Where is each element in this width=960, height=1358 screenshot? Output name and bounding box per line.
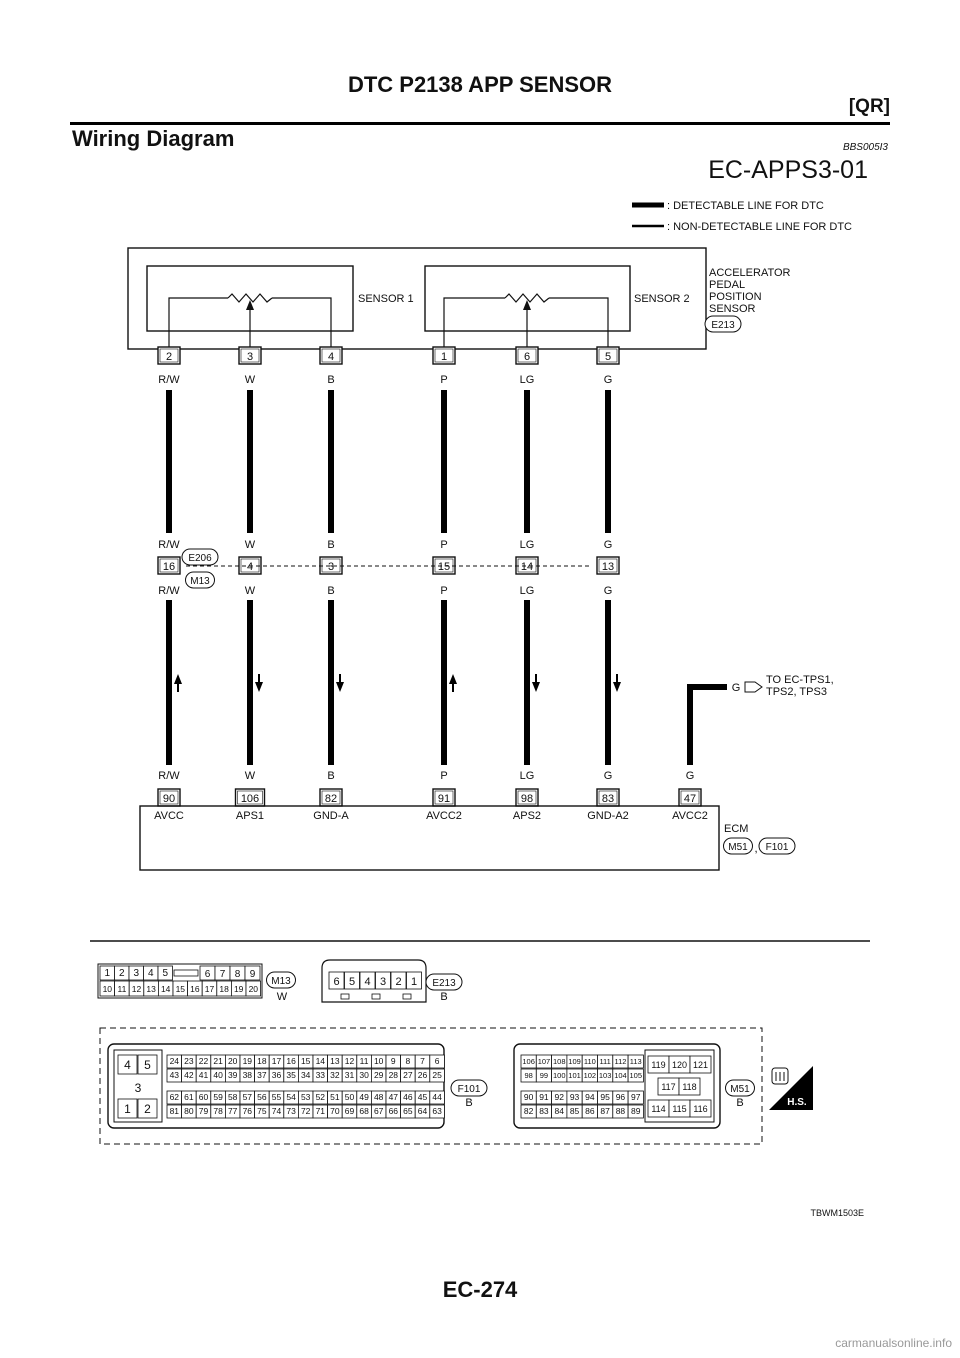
m51-row2-pin: 103 — [598, 1071, 612, 1080]
f101-row1-pin: 23 — [184, 1056, 194, 1066]
m51-row1-pin: 108 — [552, 1057, 566, 1066]
page-number: EC-274 — [442, 1277, 518, 1302]
m13-row2-pin: 20 — [248, 984, 259, 994]
f101-row3-pin: 47 — [388, 1092, 399, 1102]
f101-row1-pin: 22 — [198, 1056, 209, 1066]
hs-harness-icon-detail — [776, 1072, 784, 1081]
figure-id: TBWM1503E — [810, 1208, 864, 1218]
m51-connector-color: B — [736, 1097, 744, 1109]
wire-color-ecm: G — [603, 770, 613, 782]
f101-row3-pin: 44 — [432, 1092, 442, 1102]
diagram-id: EC-APPS3-01 — [708, 156, 868, 184]
m13-row2-pin: 15 — [175, 984, 186, 994]
e213-key — [341, 994, 349, 999]
f101-row2-pin: 38 — [242, 1070, 253, 1080]
m13-row1-pin: 7 — [219, 969, 226, 980]
f101-row1-pin: 20 — [227, 1056, 238, 1066]
m13-row2-pin: 11 — [117, 984, 127, 994]
m51-power-pin: 118 — [682, 1082, 697, 1092]
f101-row2-pin: 28 — [388, 1070, 399, 1080]
f101-row1-pin: 15 — [300, 1056, 311, 1066]
e213-pin: 3 — [379, 976, 387, 988]
f101-row4-pin: 74 — [271, 1106, 282, 1116]
app-sensor-name-line: POSITION — [709, 291, 762, 303]
ecm-connector-f101: F101 — [765, 842, 789, 853]
m13-row1-pin: 2 — [118, 968, 125, 979]
m51-row1-pin: 112 — [614, 1057, 627, 1066]
sensor-pin-5: 5 — [604, 351, 612, 363]
m51-row2-pin: 101 — [568, 1071, 581, 1080]
sensor-2-label: SENSOR 2 — [634, 293, 690, 305]
ecm-pin-47: 47 — [683, 793, 697, 805]
f101-row3-pin: 51 — [330, 1092, 340, 1102]
extra-wire-tps — [690, 687, 727, 765]
f101-row1-pin: 7 — [420, 1056, 425, 1066]
f101-row1-pin: 18 — [257, 1056, 267, 1066]
sensor-pin-1: 1 — [440, 351, 448, 363]
f101-row4-pin: 63 — [432, 1106, 442, 1116]
m51-row2-pin: 98 — [524, 1071, 533, 1080]
sensor-1-pot-left-lead — [169, 298, 228, 349]
m51-row3-pin: 92 — [554, 1092, 564, 1102]
e213-key — [372, 994, 380, 999]
m13-row1-pin: 3 — [133, 968, 140, 979]
f101-row2-pin: 39 — [227, 1070, 238, 1080]
e213-pin: 6 — [333, 976, 340, 988]
joint-connector-m13: M13 — [190, 576, 210, 587]
e213-pin: 2 — [395, 976, 402, 988]
f101-row4-pin: 80 — [184, 1106, 194, 1116]
signal-arrow-down-head — [532, 682, 540, 692]
wire-color-joint-top: LG — [519, 539, 535, 551]
e213-connector-color: B — [440, 991, 448, 1003]
f101-row2-pin: 35 — [286, 1070, 296, 1080]
m13-row2-pin: 19 — [233, 984, 244, 994]
f101-row2-pin: 31 — [344, 1070, 355, 1080]
wire-color-top: LG — [519, 374, 535, 386]
legend-non-detectable-text: : NON-DETECTABLE LINE FOR DTC — [667, 221, 852, 233]
m51-row3-pin: 90 — [523, 1092, 534, 1102]
wire-color-joint-top: W — [244, 539, 256, 551]
m51-power-pin: 114 — [651, 1104, 666, 1114]
joint-pin-3: 3 — [327, 561, 335, 573]
f101-row3-pin: 58 — [227, 1092, 238, 1102]
wire-color-joint-bottom: B — [327, 585, 335, 597]
ecm-pin-82: 82 — [324, 793, 338, 805]
ecm-connector-m51: M51 — [728, 842, 748, 853]
f101-row3-pin: 53 — [300, 1092, 311, 1102]
f101-row1-pin: 16 — [286, 1056, 296, 1066]
footer-watermark: carmanualsonline.info — [835, 1336, 952, 1350]
m51-row3-pin: 95 — [600, 1092, 610, 1102]
wire-color-top: G — [603, 374, 613, 386]
m13-row1-pin: 6 — [204, 969, 211, 980]
wire-color-joint-top: P — [440, 539, 448, 551]
m51-row1-pin: 110 — [583, 1057, 596, 1066]
f101-row4-pin: 69 — [344, 1106, 355, 1116]
m51-row1-pin: 107 — [537, 1057, 551, 1066]
f101-power-pin: 3 — [134, 1081, 142, 1095]
f101-row1-pin: 11 — [359, 1056, 369, 1066]
app-sensor-name-line: SENSOR — [709, 303, 756, 315]
f101-row3-pin: 55 — [271, 1092, 282, 1102]
joint-pin-13: 13 — [601, 561, 615, 573]
f101-row2-pin: 33 — [315, 1070, 326, 1080]
hs-badge-label: H.S. — [787, 1097, 807, 1108]
m51-row1-pin: 106 — [522, 1057, 535, 1066]
wire-color-ecm: B — [327, 770, 335, 782]
ecm-terminal-label: AVCC2 — [672, 810, 708, 822]
page-header-section: [QR] — [848, 96, 890, 117]
sensor-1-pot-right-lead — [272, 298, 331, 349]
ecm-terminal-label: GND-A — [313, 810, 349, 822]
m51-row4-pin: 85 — [569, 1106, 580, 1116]
m51-row3-pin: 91 — [539, 1092, 549, 1102]
m51-row1-pin: 111 — [599, 1057, 611, 1066]
m51-row4-pin: 84 — [554, 1106, 564, 1116]
wire-color-top: B — [327, 374, 335, 386]
sensor-2-pot-left-lead — [444, 298, 505, 349]
f101-row1-pin: 17 — [271, 1056, 282, 1066]
m13-row2-pin: 13 — [146, 984, 156, 994]
f101-power-pin: 2 — [144, 1102, 151, 1116]
f101-row3-pin: 60 — [198, 1092, 209, 1102]
f101-row2-pin: 40 — [213, 1070, 223, 1080]
f101-row4-pin: 81 — [169, 1106, 180, 1116]
ecm-connector-separator: , — [754, 841, 758, 855]
legend-detectable-text: : DETECTABLE LINE FOR DTC — [667, 200, 824, 212]
signal-arrow-up-head — [174, 674, 182, 684]
f101-row3-pin: 62 — [169, 1092, 180, 1102]
f101-row3-pin: 50 — [344, 1092, 355, 1102]
m13-row2-pin: 18 — [219, 984, 229, 994]
f101-row3-pin: 52 — [315, 1092, 326, 1102]
f101-row2-pin: 37 — [257, 1070, 267, 1080]
e213-pin: 5 — [348, 976, 356, 988]
signal-arrow-down-head — [613, 682, 621, 692]
wire-color-joint-bottom: P — [440, 585, 448, 597]
f101-row3-pin: 56 — [257, 1092, 267, 1102]
m51-row4-pin: 89 — [631, 1106, 641, 1116]
extra-wire-to-line: TO EC-TPS1, — [766, 674, 834, 686]
page-header-title: DTC P2138 APP SENSOR — [347, 72, 613, 97]
m51-row2-pin: 99 — [539, 1071, 549, 1080]
f101-row2-pin: 34 — [300, 1070, 311, 1080]
f101-row2-pin: 29 — [373, 1070, 384, 1080]
m51-row4-pin: 87 — [600, 1106, 610, 1116]
joint-pin-4: 4 — [246, 561, 254, 573]
wire-color-ecm: R/W — [158, 770, 180, 782]
joint-pin-15: 15 — [437, 561, 451, 573]
extra-wire-to-line: TPS2, TPS3 — [766, 686, 827, 698]
wire-color-joint-top: G — [603, 539, 613, 551]
wire-color-joint-bottom: G — [603, 585, 613, 597]
m51-row4-pin: 86 — [585, 1106, 595, 1116]
ecm-terminal-label: APS1 — [235, 810, 265, 822]
f101-row3-pin: 57 — [242, 1092, 253, 1102]
m51-row2-pin: 102 — [583, 1071, 597, 1080]
f101-row1-pin: 12 — [344, 1056, 355, 1066]
f101-row2-pin: 32 — [330, 1070, 340, 1080]
wire-color-joint-bottom: R/W — [158, 585, 180, 597]
wire-color-ecm: P — [440, 770, 448, 782]
e213-connector-id: E213 — [432, 978, 456, 989]
extra-wire-color-ecm: G — [685, 770, 695, 782]
section-title: Wiring Diagram — [72, 126, 235, 151]
m51-power-pin: 117 — [661, 1082, 676, 1092]
m51-power-pin: 120 — [671, 1060, 688, 1070]
wire-color-top: P — [440, 374, 448, 386]
sensor-1-label: SENSOR 1 — [358, 293, 414, 305]
m13-row1-pin: 1 — [104, 968, 111, 979]
wire-color-top: R/W — [158, 374, 180, 386]
f101-row1-pin: 19 — [242, 1056, 253, 1066]
f101-row2-pin: 26 — [417, 1070, 428, 1080]
ecm-label: ECM — [724, 823, 749, 835]
wire-color-joint-top: B — [327, 539, 335, 551]
m51-row2-pin: 104 — [614, 1071, 627, 1080]
ecm-pin-83: 83 — [601, 793, 615, 805]
wire-color-top: W — [244, 374, 256, 386]
m51-power-pin: 121 — [692, 1060, 709, 1070]
m13-row2-pin: 16 — [190, 984, 200, 994]
f101-row3-pin: 45 — [417, 1092, 428, 1102]
sensor-pin-6: 6 — [523, 351, 531, 363]
m51-row4-pin: 88 — [615, 1106, 626, 1116]
ecm-pin-106: 106 — [240, 793, 260, 805]
joint-pin-16: 16 — [162, 561, 176, 573]
wire-color-ecm: LG — [519, 770, 535, 782]
ecm-terminal-label: APS2 — [512, 810, 542, 822]
app-sensor-name-line: ACCELERATOR — [709, 267, 791, 279]
m51-row3-pin: 94 — [585, 1092, 595, 1102]
f101-row4-pin: 72 — [300, 1106, 311, 1116]
m13-connector-id: M13 — [271, 976, 291, 987]
sensor-pin-4: 4 — [327, 351, 335, 363]
f101-row4-pin: 75 — [257, 1106, 267, 1116]
joint-pin-14: 14 — [520, 561, 534, 573]
m51-row2-pin: 105 — [629, 1071, 643, 1080]
m51-row3-pin: 96 — [615, 1092, 626, 1102]
app-sensor-name-line: PEDAL — [709, 279, 746, 291]
m51-connector-id: M51 — [730, 1084, 750, 1095]
f101-row1-pin: 6 — [434, 1056, 440, 1066]
joint-connector-e206: E206 — [188, 553, 212, 564]
wire-color-ecm: W — [244, 770, 256, 782]
ecm-terminal-label: AVCC2 — [426, 810, 462, 822]
f101-row4-pin: 66 — [388, 1106, 399, 1116]
m13-connector-color: W — [276, 991, 288, 1003]
f101-row3-pin: 49 — [359, 1092, 369, 1102]
m13-row1-pin: 5 — [162, 968, 169, 979]
f101-row4-pin: 73 — [286, 1106, 296, 1116]
f101-row3-pin: 48 — [373, 1092, 384, 1102]
f101-row3-pin: 59 — [213, 1092, 223, 1102]
f101-power-pin: 5 — [144, 1058, 151, 1072]
f101-row1-pin: 14 — [315, 1056, 326, 1066]
ecm-pin-98: 98 — [520, 793, 534, 805]
f101-power-pin: 4 — [124, 1058, 131, 1072]
m13-row2-pin: 10 — [102, 984, 113, 994]
m51-row3-pin: 93 — [569, 1092, 580, 1102]
signal-arrow-up-head — [449, 674, 457, 684]
wire-color-joint-bottom: LG — [519, 585, 535, 597]
extra-wire-color-side: G — [731, 682, 741, 694]
f101-connector-color: B — [465, 1097, 473, 1109]
f101-row1-pin: 8 — [405, 1056, 411, 1066]
f101-row4-pin: 70 — [330, 1106, 340, 1116]
ecm-terminal-label: AVCC — [154, 810, 184, 822]
sensor-2-pot-right-lead — [549, 298, 608, 349]
f101-row1-pin: 13 — [330, 1056, 340, 1066]
m51-power-pin: 116 — [693, 1104, 708, 1114]
m51-row2-pin: 100 — [552, 1071, 566, 1080]
e213-pin: 4 — [364, 976, 371, 988]
m13-row2-pin: 14 — [160, 984, 171, 994]
f101-row4-pin: 77 — [227, 1106, 238, 1116]
f101-row4-pin: 65 — [403, 1106, 413, 1116]
m51-power-pin: 115 — [672, 1104, 687, 1114]
m13-row2-pin: 17 — [204, 984, 215, 994]
f101-row4-pin: 67 — [373, 1106, 384, 1116]
f101-connector-id: F101 — [457, 1084, 481, 1095]
e213-pin: 1 — [410, 976, 418, 988]
f101-row3-pin: 61 — [184, 1092, 194, 1102]
f101-row3-pin: 54 — [286, 1092, 296, 1102]
m13-row2-pin: 12 — [131, 984, 142, 994]
sensor-connector-e213: E213 — [711, 320, 735, 331]
section-code: BBS005I3 — [842, 142, 888, 153]
m51-row1-pin: 109 — [568, 1057, 581, 1066]
f101-row2-pin: 25 — [432, 1070, 442, 1080]
m51-row1-pin: 113 — [629, 1057, 642, 1066]
ecm-pin-90: 90 — [162, 793, 176, 805]
signal-arrow-down-head — [255, 682, 263, 692]
ecm-terminal-label: GND-A2 — [587, 810, 629, 822]
f101-row1-pin: 10 — [373, 1056, 384, 1066]
m51-row3-pin: 97 — [631, 1092, 641, 1102]
m13-row1-pin: 8 — [234, 969, 241, 980]
e213-key — [403, 994, 411, 999]
m13-latch — [174, 970, 198, 976]
f101-row2-pin: 30 — [359, 1070, 369, 1080]
f101-row1-pin: 21 — [213, 1056, 223, 1066]
f101-row2-pin: 43 — [169, 1070, 180, 1080]
wire-color-joint-top: R/W — [158, 539, 180, 551]
signal-arrow-down-head — [336, 682, 344, 692]
m51-power-pin: 119 — [651, 1060, 666, 1070]
f101-row4-pin: 71 — [315, 1106, 326, 1116]
extra-wire-arrow — [745, 682, 762, 692]
f101-row2-pin: 36 — [271, 1070, 282, 1080]
f101-row4-pin: 79 — [198, 1106, 209, 1116]
f101-row1-pin: 9 — [390, 1056, 396, 1066]
f101-row2-pin: 27 — [403, 1070, 413, 1080]
m51-row4-pin: 82 — [523, 1106, 534, 1116]
f101-row2-pin: 41 — [198, 1070, 209, 1080]
f101-row2-pin: 42 — [184, 1070, 194, 1080]
f101-row3-pin: 46 — [403, 1092, 413, 1102]
m13-row1-pin: 4 — [147, 968, 154, 979]
ecm-pin-91: 91 — [437, 793, 451, 805]
f101-row4-pin: 68 — [359, 1106, 369, 1116]
f101-row4-pin: 76 — [242, 1106, 253, 1116]
sensor-pin-3: 3 — [246, 351, 254, 363]
wire-color-joint-bottom: W — [244, 585, 256, 597]
f101-row4-pin: 78 — [213, 1106, 223, 1116]
m51-row4-pin: 83 — [539, 1106, 549, 1116]
f101-power-pin: 1 — [124, 1102, 131, 1116]
sensor-pin-2: 2 — [165, 351, 173, 363]
m13-row1-pin: 9 — [249, 969, 256, 980]
f101-row1-pin: 24 — [169, 1056, 180, 1066]
f101-row4-pin: 64 — [417, 1106, 428, 1116]
